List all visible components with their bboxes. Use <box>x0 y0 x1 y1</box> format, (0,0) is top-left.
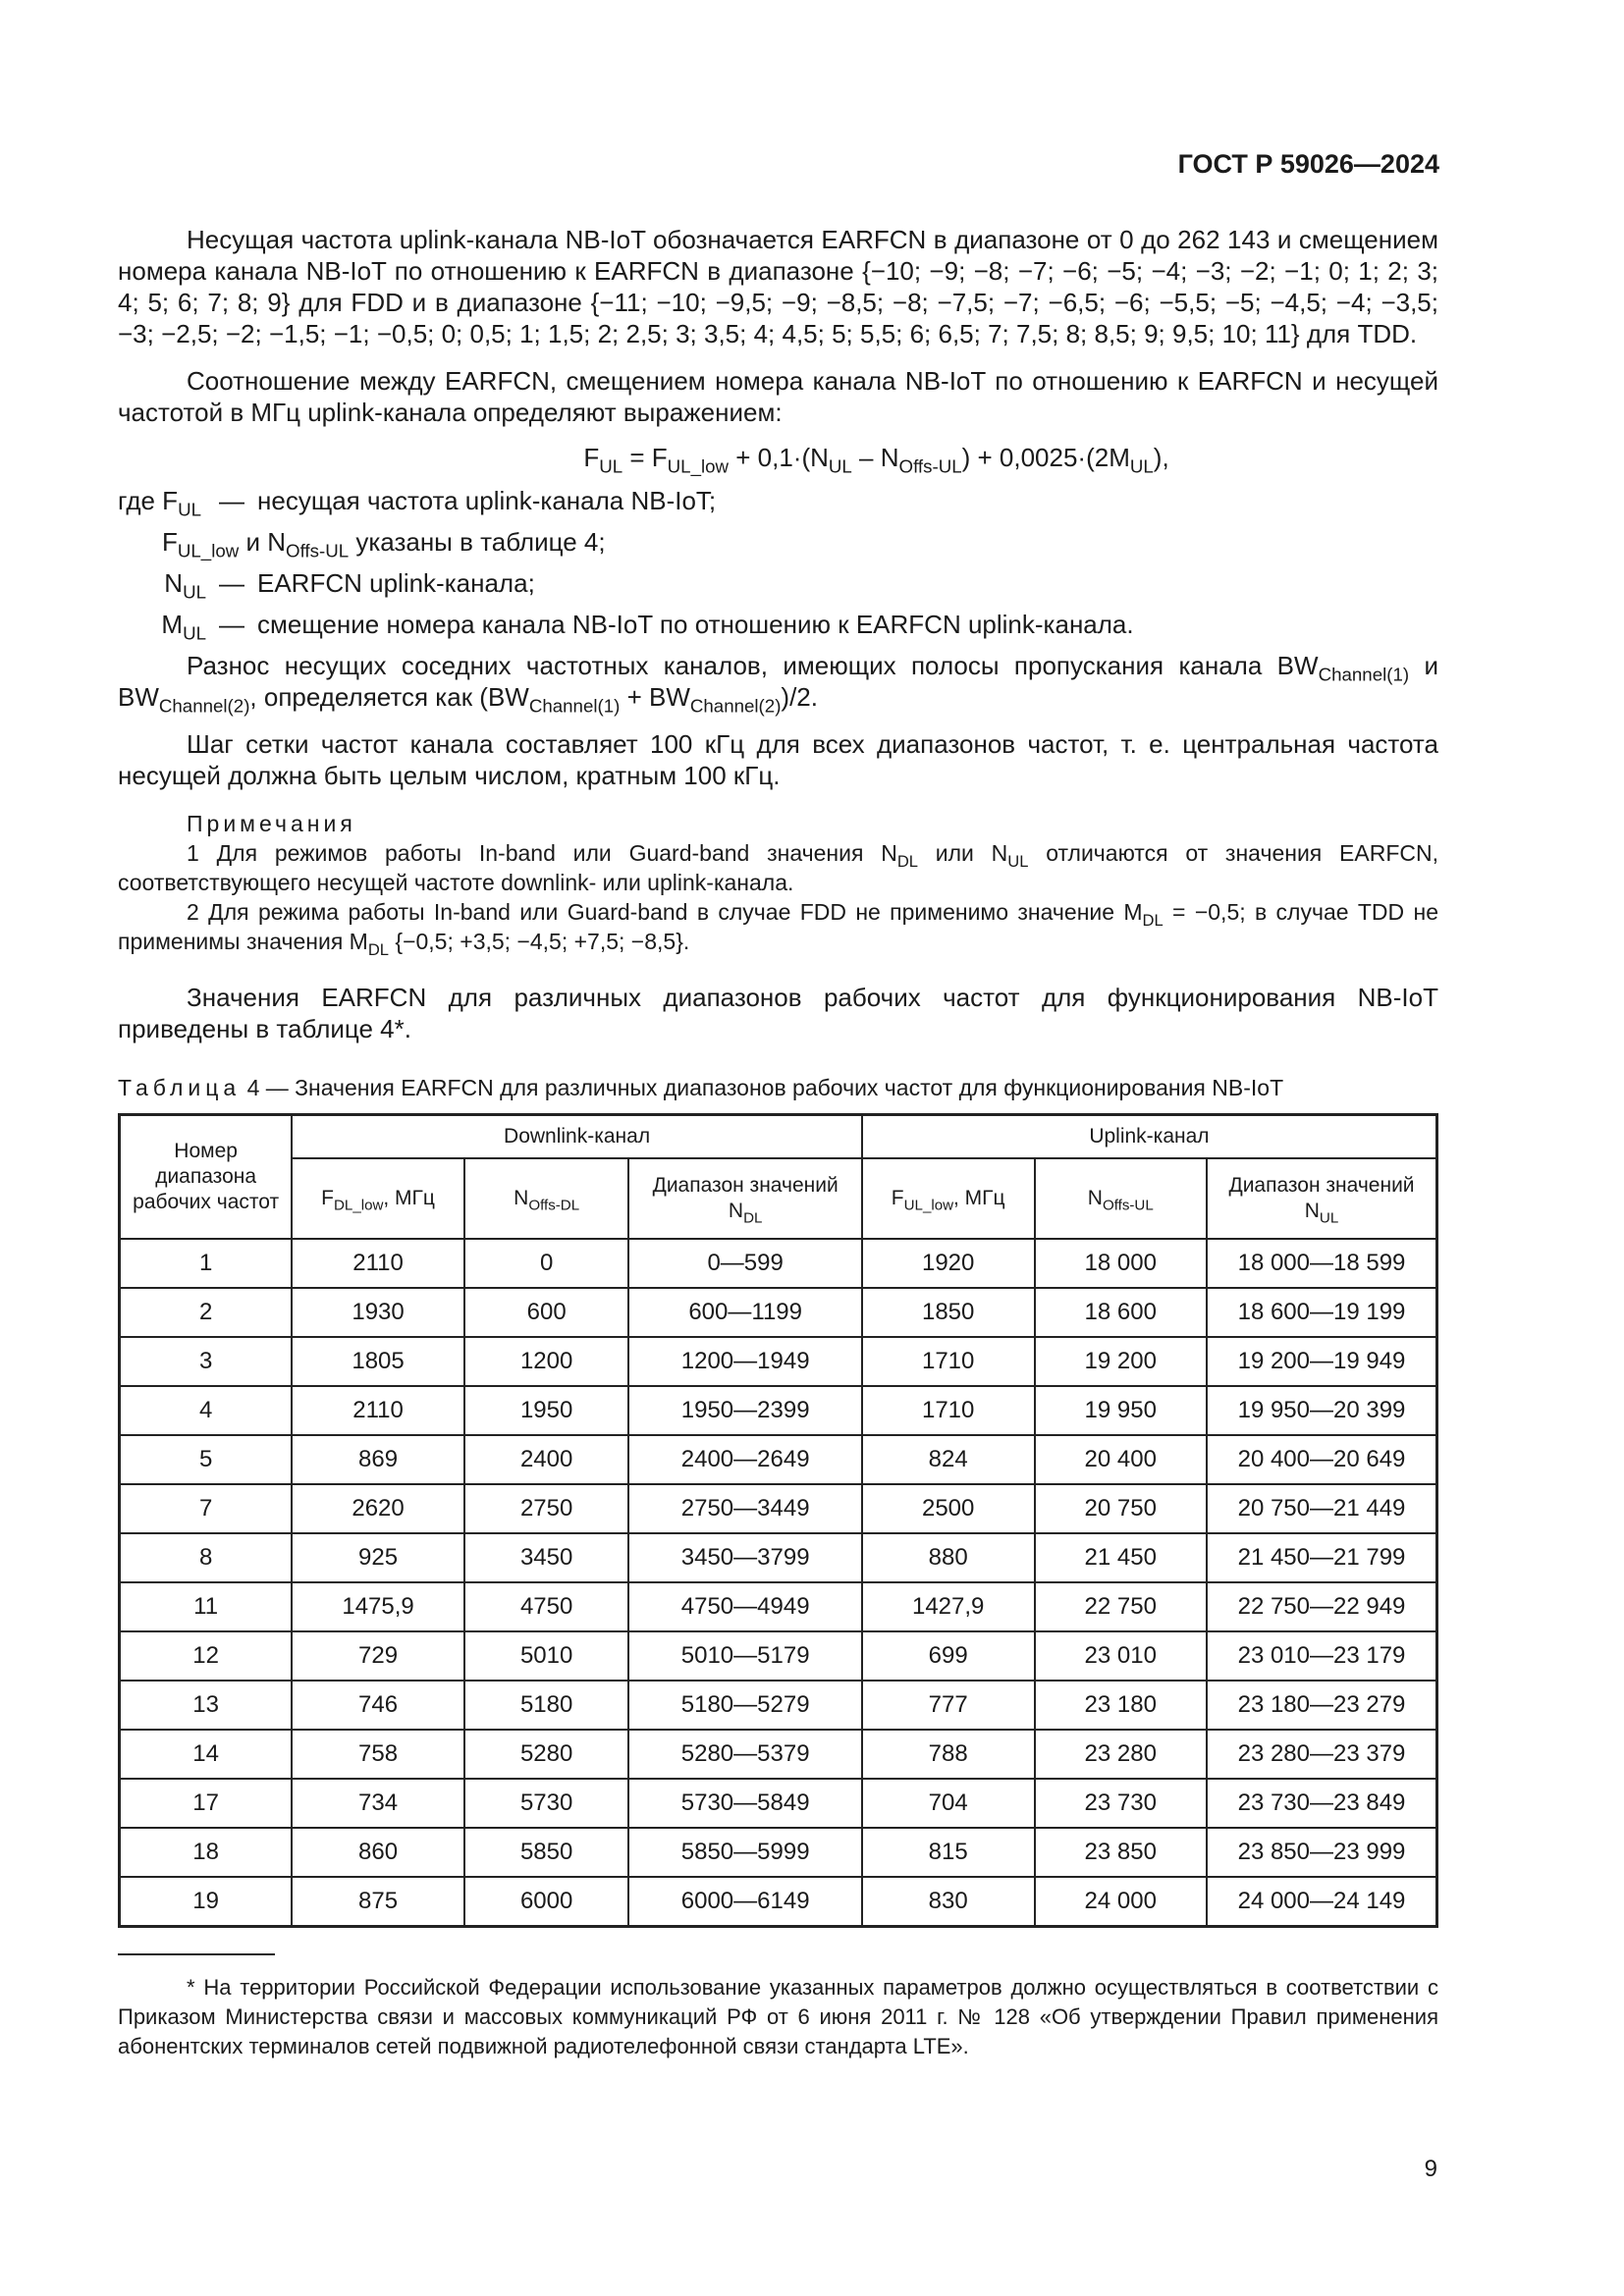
table-cell: 20 400 <box>1035 1435 1208 1484</box>
table-cell: 5010 <box>464 1631 629 1681</box>
table-cell: 23 850 <box>1035 1828 1208 1877</box>
table-cell: 4 <box>120 1386 293 1435</box>
table-cell: 23 730 <box>1035 1779 1208 1828</box>
table-cell: 5730 <box>464 1779 629 1828</box>
table-cell: 815 <box>862 1828 1035 1877</box>
table-cell: 8 <box>120 1533 293 1582</box>
header-ful-low: $F_{UL\_low}$, МГц <box>862 1158 1035 1239</box>
table-cell: 5280—5379 <box>628 1730 861 1779</box>
table-cell: 2750 <box>464 1484 629 1533</box>
paragraph-relation-intro: Соотношение между EARFCN, смещением номера канала NB-IoT по отношению к EARFCN и несущей частотой в МГц uplink-канала определяют выражением: <box>118 366 1438 427</box>
header-noffs-ul: $N_{Offs-UL}$ <box>1035 1158 1208 1239</box>
document-header-id: ГОСТ Р 59026—2024 <box>1177 149 1439 179</box>
table-row <box>120 1337 1437 1386</box>
table-cell: 12 <box>120 1631 293 1681</box>
table-cell: 777 <box>862 1681 1035 1730</box>
table-cell: 22 750 <box>1035 1582 1208 1631</box>
table-cell: 830 <box>862 1877 1035 1927</box>
table-cell: 2400—2649 <box>628 1435 861 1484</box>
table-cell: 3450 <box>464 1533 629 1582</box>
table-cell: 21 450 <box>1035 1533 1208 1582</box>
table-cell: 4750 <box>464 1582 629 1631</box>
table-cell: 3450—3799 <box>628 1533 861 1582</box>
definition-ful-low-noffs: $F_{UL\_low}$ и $N_{Offs-UL}$ указаны в таблице 4; <box>162 527 606 561</box>
table-row <box>120 1582 1437 1631</box>
table-row <box>120 1730 1437 1779</box>
table-row <box>120 1386 1437 1435</box>
header-noffs-dl: $N_{Offs-DL}$ <box>464 1158 629 1239</box>
note-1: 1 Для режимов работы In-band или Guard-band значения $N_{DL}$ или $N_{UL}$ отличаются от значения EARFCN, соответствующего несущей частоте downlink- или uplink-канала. <box>118 840 1438 895</box>
table-row <box>120 1779 1437 1828</box>
header-downlink: Downlink-канал <box>292 1115 862 1159</box>
table-cell: 6000—6149 <box>628 1877 861 1927</box>
table-cell: 1710 <box>862 1337 1035 1386</box>
table-cell: 18 000 <box>1035 1239 1208 1288</box>
footnote-divider <box>118 1953 275 1955</box>
page-number: 9 <box>1424 2156 1437 2182</box>
table-row <box>120 1828 1437 1877</box>
table-cell: 1710 <box>862 1386 1035 1435</box>
definition-nul: $N_{UL}$ — EARFCN uplink-канала; <box>164 568 535 603</box>
header-range-ndl: Диапазон значений $N_{DL}$ <box>628 1158 861 1239</box>
header-fdl-low: $F_{DL\_low}$, МГц <box>292 1158 464 1239</box>
table-cell: 23 850—23 999 <box>1207 1828 1436 1877</box>
table-cell: 2750—3449 <box>628 1484 861 1533</box>
table-row <box>120 1484 1437 1533</box>
table-cell: 5 <box>120 1435 293 1484</box>
paragraph-channel-raster: Шаг сетки частот канала составляет 100 кГц для всех диапазонов частот, т. е. центральная частота несущей должна быть целым числом, кратным 100 кГц. <box>118 729 1438 790</box>
table-row <box>120 1533 1437 1582</box>
table-cell: 704 <box>862 1779 1035 1828</box>
formula-definitions <box>118 485 1438 644</box>
table-cell: 24 000 <box>1035 1877 1208 1927</box>
table-cell: 5730—5849 <box>628 1779 861 1828</box>
table-cell: 788 <box>862 1730 1035 1779</box>
table-cell: 1200—1949 <box>628 1337 861 1386</box>
table-cell: 18 <box>120 1828 293 1877</box>
page-content <box>118 224 1438 2061</box>
table-row <box>120 1288 1437 1337</box>
header-band-number: Номер диапазона рабочих частот <box>120 1115 293 1240</box>
table-cell: 2110 <box>292 1386 464 1435</box>
table-cell: 21 450—21 799 <box>1207 1533 1436 1582</box>
table-cell: 23 180 <box>1035 1681 1208 1730</box>
table-cell: 14 <box>120 1730 293 1779</box>
table-cell: 2620 <box>292 1484 464 1533</box>
table-cell: 2400 <box>464 1435 629 1484</box>
table-cell: 18 600—19 199 <box>1207 1288 1436 1337</box>
table-cell: 600 <box>464 1288 629 1337</box>
table-cell: 925 <box>292 1533 464 1582</box>
notes-block <box>118 809 1438 959</box>
footnote: * На территории Российской Федерации использование указанных параметров должно осуществляться в соответствии с Приказом Министерства связи и массовых коммуникаций РФ от 6 июня 2011 г. № 128 «Об утверждении Правил применения абонентских терминалов сетей подвижной радиотелефонной связи стандарта LTE». <box>118 1975 1438 2058</box>
earfcn-table <box>118 1113 1438 1928</box>
table-cell: 19 950—20 399 <box>1207 1386 1436 1435</box>
table-cell: 23 010—23 179 <box>1207 1631 1436 1681</box>
table-cell: 1930 <box>292 1288 464 1337</box>
table-cell: 17 <box>120 1779 293 1828</box>
table-cell: 1 <box>120 1239 293 1288</box>
table-cell: 1427,9 <box>862 1582 1035 1631</box>
table-cell: 869 <box>292 1435 464 1484</box>
table-cell: 4750—4949 <box>628 1582 861 1631</box>
table-cell: 6000 <box>464 1877 629 1927</box>
table-cell: 23 280—23 379 <box>1207 1730 1436 1779</box>
table-cell: 23 180—23 279 <box>1207 1681 1436 1730</box>
definition-mul: $M_{UL}$ — смещение номера канала NB-IoT по отношению к EARFCN uplink-канала. <box>161 610 1134 644</box>
table-cell: 19 200 <box>1035 1337 1208 1386</box>
table-cell: 758 <box>292 1730 464 1779</box>
table-cell: 0 <box>464 1239 629 1288</box>
table-cell: 5180 <box>464 1681 629 1730</box>
table-cell: 5280 <box>464 1730 629 1779</box>
paragraph-carrier-spacing: Разнос несущих соседних частотных каналов, имеющих полосы пропускания канала $BW_{Channel(1)}$ и $BW_{Channel(2)}$, определяется как $(BW_{Channel(1)} + BW_{Channel(2)})/2$. <box>118 651 1439 717</box>
table-row <box>120 1435 1437 1484</box>
table-cell: 5010—5179 <box>628 1631 861 1681</box>
table-cell: 2 <box>120 1288 293 1337</box>
table-cell: 880 <box>862 1533 1035 1582</box>
table-cell: 20 400—20 649 <box>1207 1435 1436 1484</box>
table-cell: 11 <box>120 1582 293 1631</box>
table-cell: 19 200—19 949 <box>1207 1337 1436 1386</box>
table-cell: 729 <box>292 1631 464 1681</box>
definition-ful: где $F_{UL}$ — несущая частота uplink-канала NB-IoT; <box>118 486 717 520</box>
table-cell: 0—599 <box>628 1239 861 1288</box>
table-cell: 824 <box>862 1435 1035 1484</box>
table-caption: Таблица 4 — Значения EARFCN для различных диапазонов рабочих частот для функционирования NB-IoT <box>118 1075 1284 1100</box>
table-cell: 18 000—18 599 <box>1207 1239 1436 1288</box>
table-cell: 18 600 <box>1035 1288 1208 1337</box>
formula-ful: $F_{UL} = F_{UL\_low} + 0,1\cdot(N_{UL} - N_{Offs-UL}) + 0,0025\cdot(2M_{UL})$, <box>583 443 1169 477</box>
table-body <box>120 1239 1437 1927</box>
table-cell: 20 750 <box>1035 1484 1208 1533</box>
table-cell: 875 <box>292 1877 464 1927</box>
table-cell: 1950 <box>464 1386 629 1435</box>
table-cell: 7 <box>120 1484 293 1533</box>
table-cell: 1200 <box>464 1337 629 1386</box>
table-cell: 24 000—24 149 <box>1207 1877 1436 1927</box>
table-cell: 5850 <box>464 1828 629 1877</box>
table-cell: 1950—2399 <box>628 1386 861 1435</box>
table-cell: 699 <box>862 1631 1035 1681</box>
table-cell: 19 950 <box>1035 1386 1208 1435</box>
table-cell: 600—1199 <box>628 1288 861 1337</box>
table-cell: 1850 <box>862 1288 1035 1337</box>
table-cell: 3 <box>120 1337 293 1386</box>
table-cell: 1475,9 <box>292 1582 464 1631</box>
table-row <box>120 1681 1437 1730</box>
header-range-nul: Диапазон значений $N_{UL}$ <box>1207 1158 1436 1239</box>
table-cell: 19 <box>120 1877 293 1927</box>
table-cell: 23 280 <box>1035 1730 1208 1779</box>
table-cell: 860 <box>292 1828 464 1877</box>
table-cell: 23 730—23 849 <box>1207 1779 1436 1828</box>
table-cell: 23 010 <box>1035 1631 1208 1681</box>
note-2: 2 Для режима работы In-band или Guard-band в случае FDD не применимо значение $M_{DL} = -0,5$; в случае TDD не применимы значения $M_{DL}$ {−0,5; +3,5; −4,5; +7,5; −8,5}. <box>118 899 1438 959</box>
notes-title: Примечания <box>187 811 356 836</box>
table-cell: 746 <box>292 1681 464 1730</box>
table-row <box>120 1239 1437 1288</box>
table-cell: 1805 <box>292 1337 464 1386</box>
table-cell: 5850—5999 <box>628 1828 861 1877</box>
table-cell: 2500 <box>862 1484 1035 1533</box>
table-cell: 2110 <box>292 1239 464 1288</box>
table-cell: 734 <box>292 1779 464 1828</box>
table-cell: 22 750—22 949 <box>1207 1582 1436 1631</box>
table-cell: 20 750—21 449 <box>1207 1484 1436 1533</box>
table-row <box>120 1877 1437 1927</box>
paragraph-uplink-earfcn: Несущая частота uplink-канала NB-IoT обозначается EARFCN в диапазоне от 0 до 262 143 и смещением номера канала NB-IoT по отношению к EARFCN в диапазоне {−10; −9; −8; −7; −6; −5; −4; −3; −2; −1; 0; 1; 2; 3; 4; 5; 6; 7; 8; 9} для FDD и в диапазоне {−11; −10; −9,5; −9; −8,5; −8; −7,5; −7; −6,5; −6; −5,5; −5; −4,5; −4; −3,5; −3; −2,5; −2; −1,5; −1; −0,5; 0; 0,5; 1; 1,5; 2; 2,5; 3; 3,5; 4; 4,5; 5; 5,5; 6; 6,5; 7; 7,5; 8; 8,5; 9; 9,5; 10; 11} для TDD. <box>118 225 1438 348</box>
table-cell: 1920 <box>862 1239 1035 1288</box>
table-cell: 13 <box>120 1681 293 1730</box>
paragraph-table-intro: Значения EARFCN для различных диапазонов рабочих частот для функционирования NB-IoT приведены в таблице 4*. <box>118 983 1438 1043</box>
header-uplink: Uplink-канал <box>862 1115 1437 1159</box>
table-row <box>120 1631 1437 1681</box>
table-cell: 5180—5279 <box>628 1681 861 1730</box>
